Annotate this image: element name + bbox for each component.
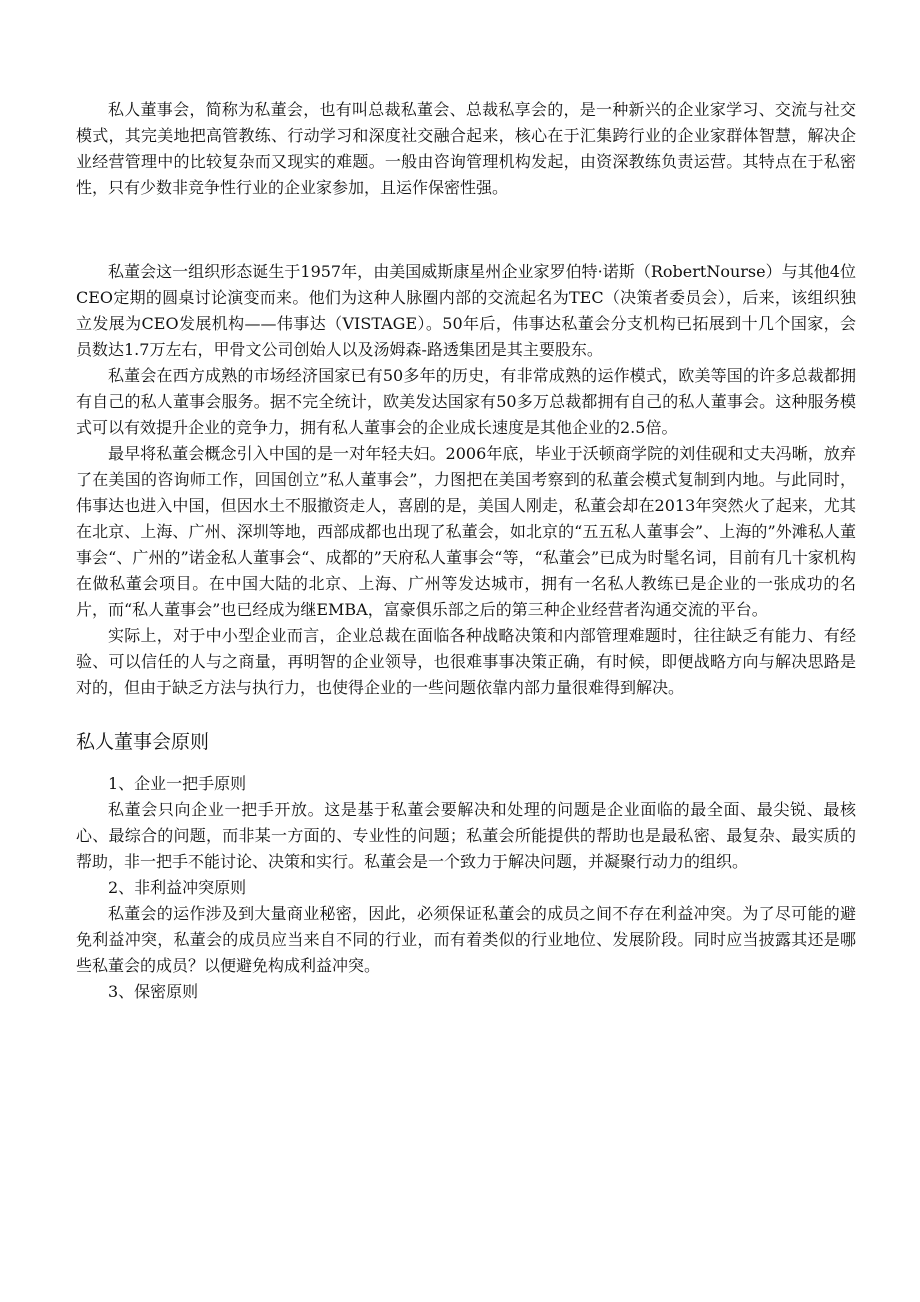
document-page — [76, 97, 856, 1005]
body-paragraph-west: 私董会在西方成熟的市场经济国家已有50多年的历史，有非常成熟的运作模式，欧美等国的许多总裁都拥有自己的私人董事会服务。据不完全统计，欧美发达国家有50多万总裁都拥有自己的私人董事会。这种服务模式可以有效提升企业的竞争力，拥有私人董事会的企业成长速度是其他企业的2.5倍。 — [76, 366, 856, 437]
section-title-principles: 私人董事会原则 — [76, 731, 210, 753]
body-paragraph-history: 私董会这一组织形态诞生于1957年，由美国威斯康星州企业家罗伯特·诺斯（RobertNourse）与其他4位CEO定期的圆桌讨论演变而来。他们为这种人脉圈内部的交流起名为TEC（决策者委员会），后来，该组织独立发展为CEO发展机构——伟事达（VISTAGE）。50年后，伟事达私董会分支机构已拓展到十几个国家，会员数达1.7万左右，甲骨文公司创始人以及汤姆森-路透集团是其主要股东。 — [76, 262, 856, 359]
principle-heading-2: 2、非利益冲突原则 — [108, 878, 247, 897]
principle-body-1: 私董会只向企业一把手开放。这是基于私董会要解决和处理的问题是企业面临的最全面、最尖锐、最核心、最综合的问题，而非某一方面的、专业性的问题；私董会所能提供的帮助也是最私密、最复杂、最实质的帮助，非一把手不能讨论、决策和实行。私董会是一个致力于解决问题，并凝聚行动力的组织。 — [76, 800, 856, 871]
principle-heading-1: 1、企业一把手原则 — [108, 774, 247, 793]
body-paragraph-china: 最早将私董会概念引入中国的是一对年轻夫妇。2006年底，毕业于沃顿商学院的刘佳砚和丈夫冯晰，放弃了在美国的咨询师工作，回国创立”私人董事会”，力图把在美国考察到的私董会模式复制到内地。与此同时，伟事达也进入中国，但因水土不服撤资走人，喜剧的是，美国人刚走，私董会却在2013年突然火了起来，尤其在北京、上海、广州、深圳等地，西部成都也出现了私董会，如北京的“五五私人董事会”、上海的”外滩私人董事会“、广州的”诺金私人董事会“、成都的”天府私人董事会“等，“私董会”已成为时髦名词，目前有几十家机构在做私董会项目。在中国大陆的北京、上海、广州等发达城市，拥有一名私人教练已是企业的一张成功的名片，而“私人董事会”也已经成为继EMBA，富豪俱乐部之后的第三种企业经营者沟通交流的平台。 — [76, 444, 856, 619]
principle-heading-3: 3、保密原则 — [108, 982, 199, 1001]
body-paragraph-sme: 实际上，对于中小型企业而言，企业总裁在面临各种战略决策和内部管理难题时，往往缺乏有能力、有经验、可以信任的人与之商量，再明智的企业领导，也很难事事决策正确，有时候，即便战略方向与解决思路是对的，但由于缺乏方法与执行力，也使得企业的一些问题依靠内部力量很难得到解决。 — [76, 626, 856, 697]
principle-body-2: 私董会的运作涉及到大量商业秘密，因此，必须保证私董会的成员之间不存在利益冲突。为了尽可能的避免利益冲突，私董会的成员应当来自不同的行业，而有着类似的行业地位、发展阶段。同时应当披露其还是哪些私董会的成员？以便避免构成利益冲突。 — [76, 904, 856, 975]
intro-paragraph: 私人董事会，简称为私董会，也有叫总裁私董会、总裁私享会的，是一种新兴的企业家学习、交流与社交模式，其完美地把高管教练、行动学习和深度社交融合起来，核心在于汇集跨行业的企业家群体智慧，解决企业经营管理中的比较复杂而又现实的难题。一般由咨询管理机构发起，由资深教练负责运营。其特点在于私密性，只有少数非竞争性行业的企业家参加，且运作保密性强。 — [76, 100, 856, 197]
